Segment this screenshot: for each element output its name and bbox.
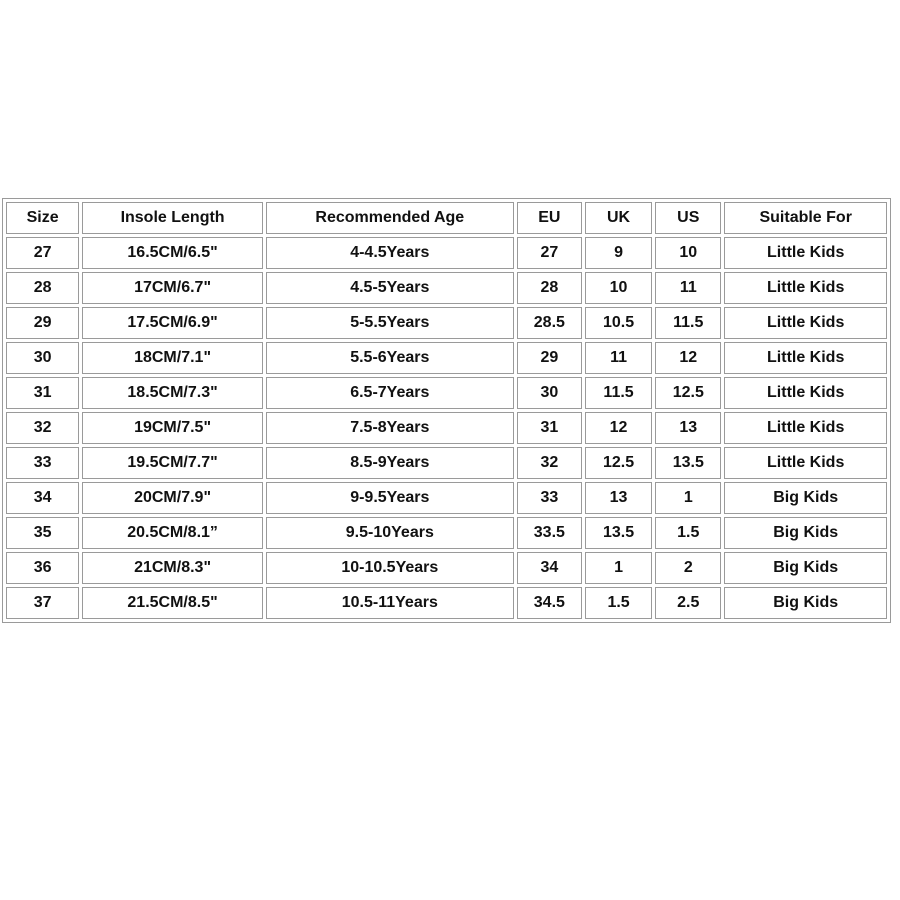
cell-recommended-age: 7.5-8Years: [266, 412, 514, 444]
cell-eu: 34: [517, 552, 582, 584]
cell-size: 34: [6, 482, 79, 514]
cell-recommended-age: 8.5-9Years: [266, 447, 514, 479]
cell-uk: 12: [585, 412, 652, 444]
cell-eu: 28: [517, 272, 582, 304]
table-row: [6, 412, 887, 444]
cell-us: 13.5: [655, 447, 721, 479]
cell-insole-length: 18.5CM/7.3": [82, 377, 263, 409]
cell-uk: 13.5: [585, 517, 652, 549]
header-row: [6, 202, 887, 234]
cell-recommended-age: 10-10.5Years: [266, 552, 514, 584]
cell-eu: 30: [517, 377, 582, 409]
cell-insole-length: 17CM/6.7": [82, 272, 263, 304]
cell-eu: 34.5: [517, 587, 582, 619]
cell-suitable-for: Big Kids: [724, 482, 887, 514]
cell-recommended-age: 4.5-5Years: [266, 272, 514, 304]
cell-suitable-for: Little Kids: [724, 377, 887, 409]
cell-us: 1: [655, 482, 721, 514]
table-row: [6, 377, 887, 409]
cell-us: 1.5: [655, 517, 721, 549]
cell-insole-length: 19CM/7.5": [82, 412, 263, 444]
cell-insole-length: 21CM/8.3": [82, 552, 263, 584]
cell-suitable-for: Little Kids: [724, 342, 887, 374]
cell-size: 31: [6, 377, 79, 409]
cell-recommended-age: 4-4.5Years: [266, 237, 514, 269]
cell-recommended-age: 10.5-11Years: [266, 587, 514, 619]
cell-us: 11.5: [655, 307, 721, 339]
cell-uk: 9: [585, 237, 652, 269]
cell-us: 2: [655, 552, 721, 584]
header-size: Size: [6, 202, 79, 234]
table-row: [6, 482, 887, 514]
cell-uk: 13: [585, 482, 652, 514]
table-row: [6, 552, 887, 584]
cell-size: 28: [6, 272, 79, 304]
cell-suitable-for: Little Kids: [724, 447, 887, 479]
cell-us: 2.5: [655, 587, 721, 619]
cell-insole-length: 19.5CM/7.7": [82, 447, 263, 479]
cell-insole-length: 20.5CM/8.1”: [82, 517, 263, 549]
cell-us: 10: [655, 237, 721, 269]
cell-suitable-for: Little Kids: [724, 307, 887, 339]
cell-insole-length: 20CM/7.9": [82, 482, 263, 514]
cell-uk: 10.5: [585, 307, 652, 339]
cell-us: 12: [655, 342, 721, 374]
cell-insole-length: 17.5CM/6.9": [82, 307, 263, 339]
cell-us: 11: [655, 272, 721, 304]
cell-uk: 11.5: [585, 377, 652, 409]
cell-size: 30: [6, 342, 79, 374]
cell-suitable-for: Little Kids: [724, 272, 887, 304]
table-row: [6, 517, 887, 549]
cell-size: 33: [6, 447, 79, 479]
cell-eu: 31: [517, 412, 582, 444]
header-suitable-for: Suitable For: [724, 202, 887, 234]
cell-eu: 33.5: [517, 517, 582, 549]
cell-size: 29: [6, 307, 79, 339]
cell-size: 36: [6, 552, 79, 584]
size-chart-table: [2, 198, 891, 623]
cell-eu: 33: [517, 482, 582, 514]
cell-size: 32: [6, 412, 79, 444]
cell-uk: 12.5: [585, 447, 652, 479]
cell-uk: 1: [585, 552, 652, 584]
cell-recommended-age: 6.5-7Years: [266, 377, 514, 409]
cell-uk: 11: [585, 342, 652, 374]
cell-eu: 32: [517, 447, 582, 479]
cell-recommended-age: 9-9.5Years: [266, 482, 514, 514]
cell-recommended-age: 5.5-6Years: [266, 342, 514, 374]
cell-insole-length: 16.5CM/6.5": [82, 237, 263, 269]
cell-size: 35: [6, 517, 79, 549]
cell-us: 12.5: [655, 377, 721, 409]
cell-insole-length: 18CM/7.1": [82, 342, 263, 374]
cell-suitable-for: Big Kids: [724, 587, 887, 619]
table-row: [6, 447, 887, 479]
header-recommended-age: Recommended Age: [266, 202, 514, 234]
cell-suitable-for: Little Kids: [724, 412, 887, 444]
cell-uk: 10: [585, 272, 652, 304]
cell-suitable-for: Big Kids: [724, 552, 887, 584]
cell-recommended-age: 5-5.5Years: [266, 307, 514, 339]
table-row: [6, 237, 887, 269]
cell-eu: 28.5: [517, 307, 582, 339]
cell-recommended-age: 9.5-10Years: [266, 517, 514, 549]
cell-insole-length: 21.5CM/8.5": [82, 587, 263, 619]
cell-size: 37: [6, 587, 79, 619]
cell-uk: 1.5: [585, 587, 652, 619]
cell-suitable-for: Big Kids: [724, 517, 887, 549]
cell-eu: 27: [517, 237, 582, 269]
cell-suitable-for: Little Kids: [724, 237, 887, 269]
table-row: [6, 307, 887, 339]
cell-us: 13: [655, 412, 721, 444]
table-row: [6, 342, 887, 374]
header-insole-length: Insole Length: [82, 202, 263, 234]
table-row: [6, 587, 887, 619]
cell-size: 27: [6, 237, 79, 269]
cell-eu: 29: [517, 342, 582, 374]
header-us: US: [655, 202, 721, 234]
header-uk: UK: [585, 202, 652, 234]
table-row: [6, 272, 887, 304]
header-eu: EU: [517, 202, 582, 234]
